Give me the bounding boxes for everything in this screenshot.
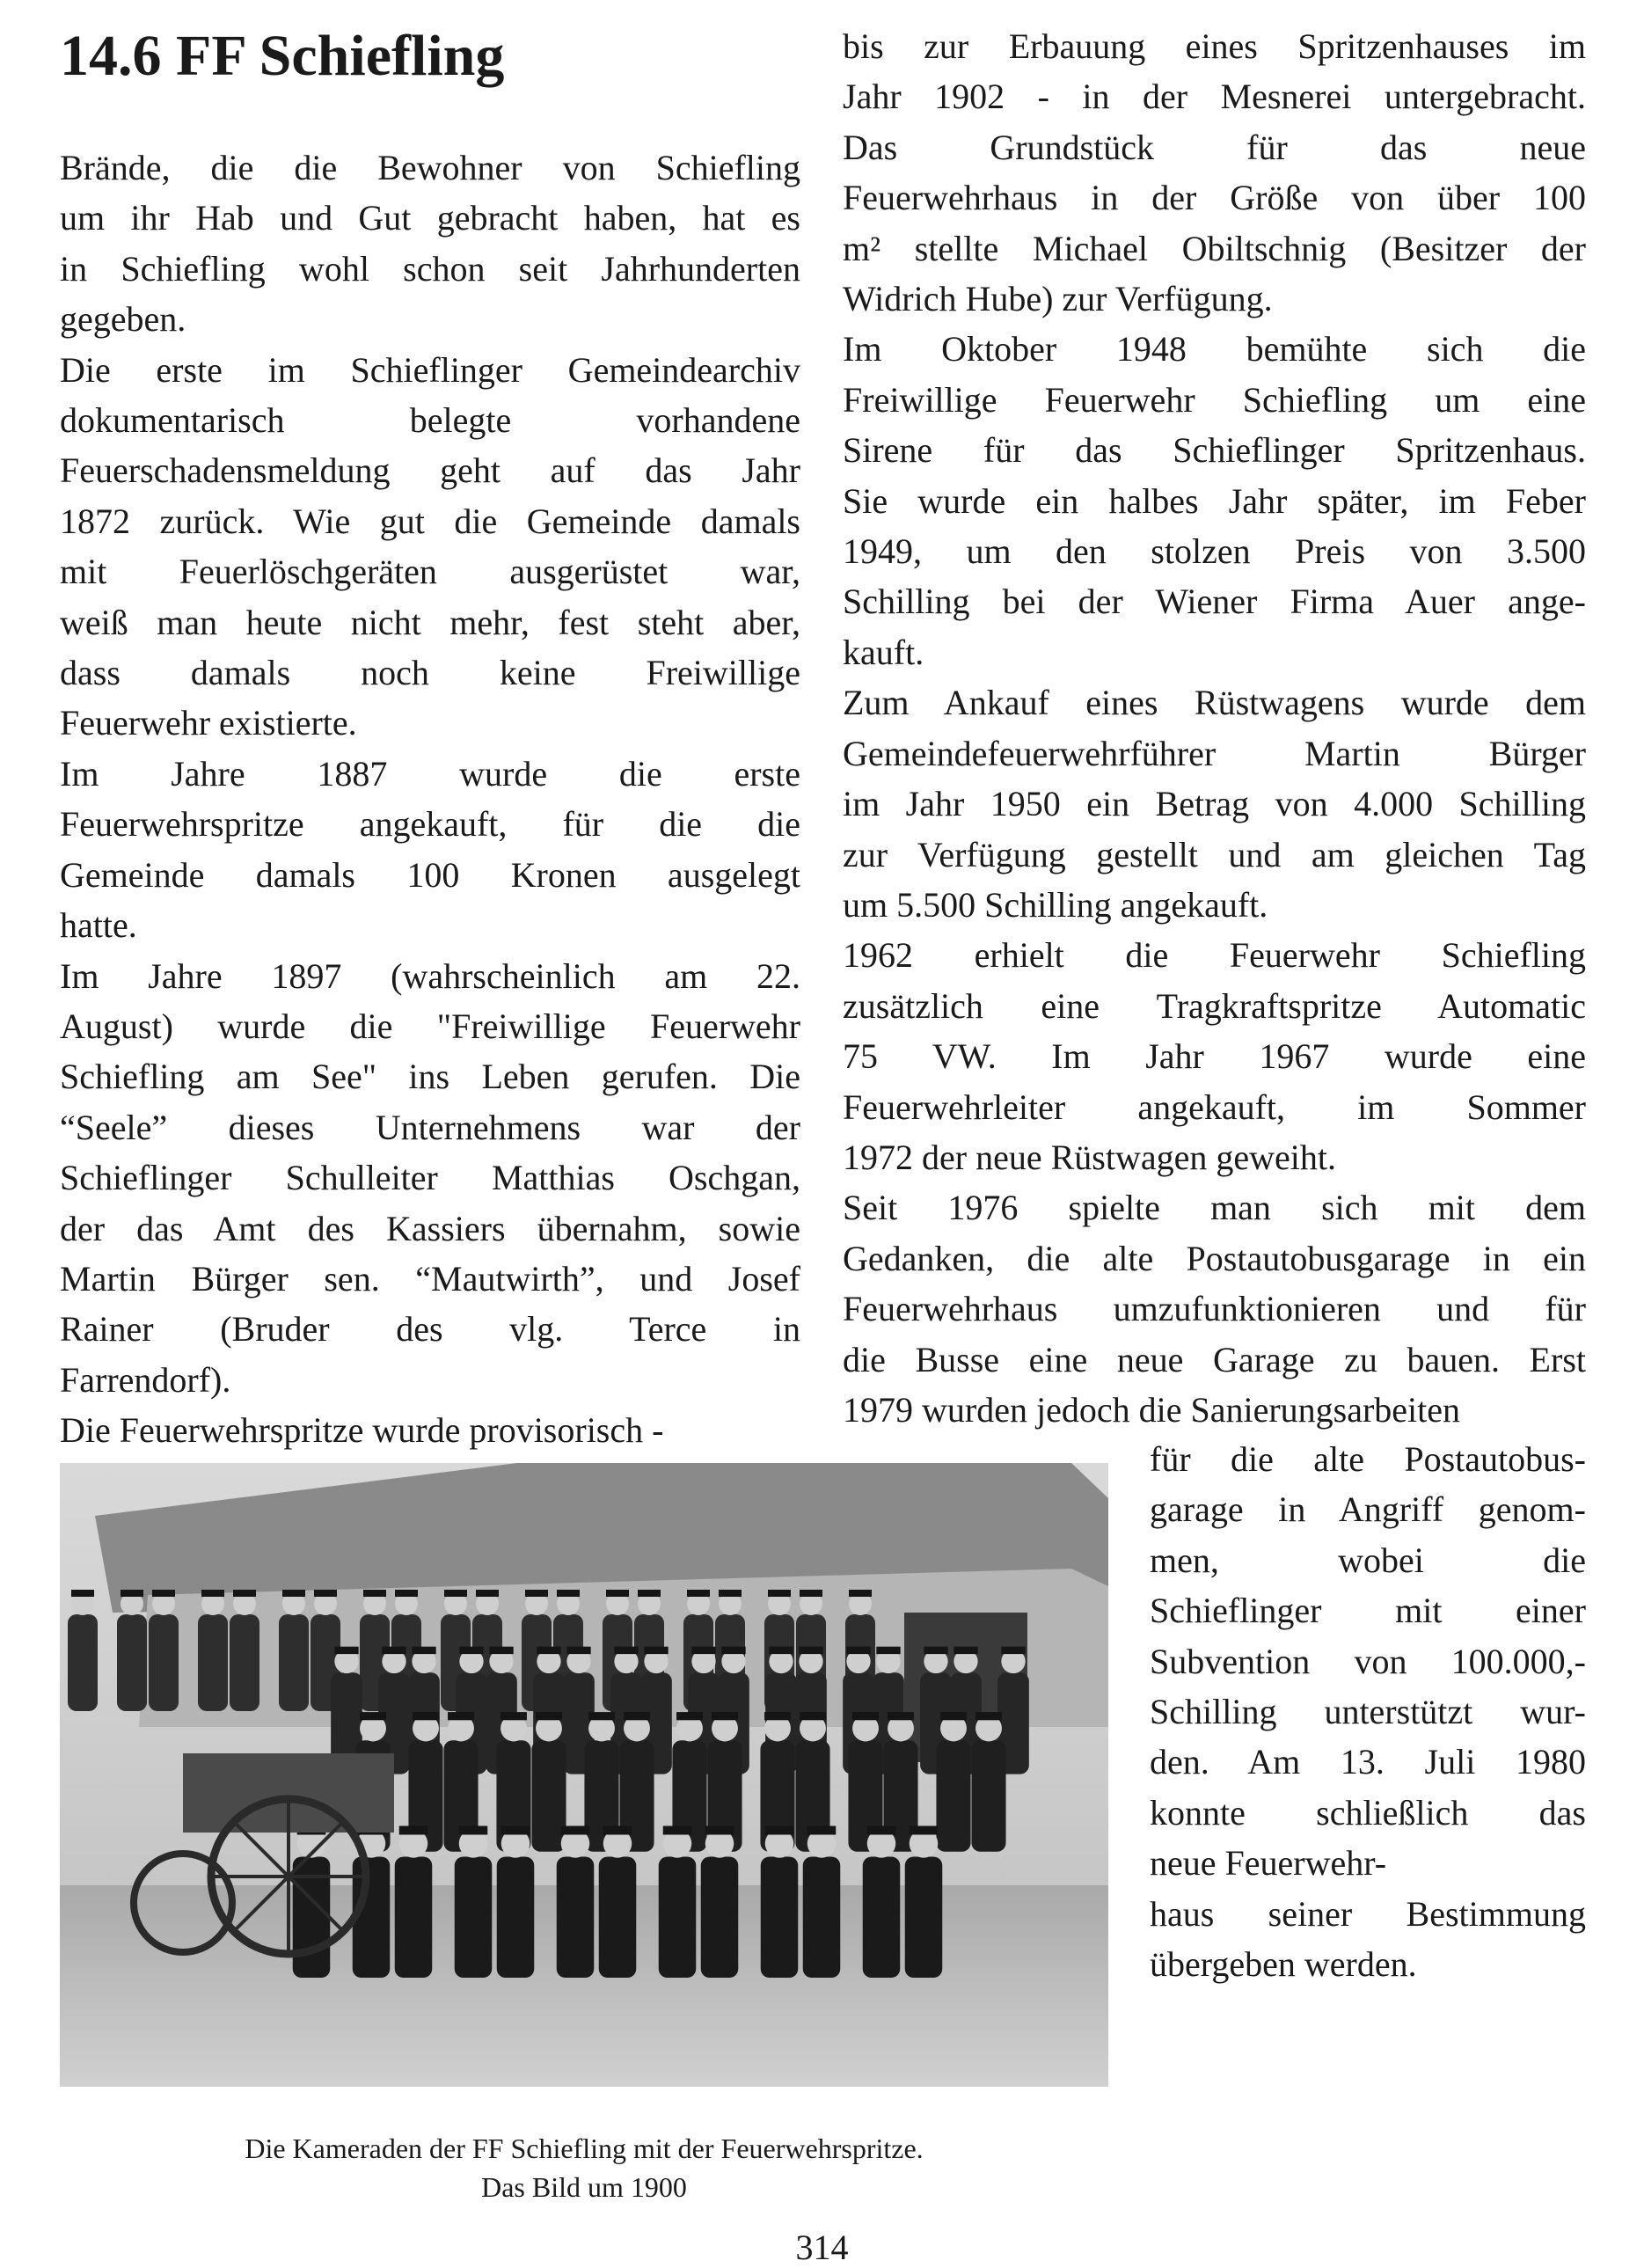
person-cap — [614, 1647, 638, 1654]
person-cap — [606, 1590, 629, 1597]
person-cap — [954, 1647, 977, 1654]
text-line: haus seiner Bestimmung — [1150, 1893, 1586, 1934]
person-cap — [603, 1826, 632, 1835]
text-line: August) wurde die "Freiwillige Feuerwehr — [60, 1006, 800, 1046]
text-line: Subvention von 100.000,- — [1150, 1641, 1586, 1681]
person-body — [557, 1857, 595, 1979]
person-body — [149, 1614, 179, 1711]
person-body — [905, 1857, 943, 1979]
person-cap — [233, 1590, 256, 1597]
person-cap — [588, 1712, 615, 1720]
person-cap — [807, 1826, 837, 1835]
person-cap — [71, 1590, 94, 1597]
text-line: Schieflinger Schulleiter Matthias Oschgan, — [60, 1158, 800, 1198]
person-body — [117, 1614, 147, 1711]
text-line: Das Grundstück für das neue — [843, 127, 1586, 167]
text-line: Feuerwehr existierte. — [60, 703, 357, 743]
text-line: Feuerwehrhaus in der Größe von über 100 — [843, 178, 1586, 218]
person-cap — [152, 1590, 175, 1597]
person-cap — [525, 1590, 548, 1597]
person-body — [659, 1857, 697, 1979]
text-line: hatte. — [60, 905, 137, 946]
person-cap — [448, 1712, 474, 1720]
person-body — [198, 1614, 228, 1711]
caption-line: Die Kameraden der FF Schiefling mit der Feuerwehrspritze. — [245, 2133, 924, 2164]
person-cap — [663, 1826, 692, 1835]
text-line: Gemeinde damals 100 Kronen ausgelegt — [60, 854, 800, 895]
text-line: Gedanken, die alte Postautobusgarage in ein — [843, 1238, 1586, 1278]
page-number: 314 — [795, 2228, 849, 2267]
person-body — [936, 1740, 970, 1852]
text-line: Schilling unterstützt wur- — [1150, 1692, 1586, 1732]
person-cap — [382, 1647, 406, 1654]
person-cap — [624, 1712, 650, 1720]
text-line: Sirene für das Schieflinger Spritzenhaus. — [843, 430, 1586, 471]
text-line: mit Feuerlöschgeräten ausgerüstet war, — [60, 552, 800, 592]
person-body — [455, 1857, 493, 1979]
person-cap — [334, 1647, 358, 1654]
person-body — [863, 1857, 901, 1979]
person-body — [701, 1857, 739, 1979]
person-body — [230, 1614, 259, 1711]
text-line: 1872 zurück. Wie gut die Gemeinde damals — [60, 501, 800, 541]
person-cap — [444, 1590, 467, 1597]
text-line: “Seele” dieses Unternehmens war der — [60, 1107, 800, 1147]
person-cap — [412, 1647, 435, 1654]
caption-line: Das Bild um 1900 — [481, 2171, 687, 2203]
text-line: 1979 wurden jedoch die Sanierungsarbeiten — [843, 1389, 1461, 1430]
text-line: Farrendorf). — [60, 1359, 231, 1400]
text-line: 1949, um den stolzen Preis von 3.500 — [843, 531, 1586, 572]
person-cap — [691, 1647, 715, 1654]
person-cap — [314, 1590, 337, 1597]
text-line: 1962 erhielt die Feuerwehr Schiefling — [843, 935, 1586, 976]
person-body — [497, 1857, 535, 1979]
text-line: Gemeindefeuerwehrführer Martin Bürger — [843, 733, 1586, 773]
text-line: Brände, die die Bewohner von Schiefling — [60, 148, 800, 187]
text-line: Feuerwehrleiter angekauft, im Sommer — [843, 1086, 1586, 1127]
person-cap — [1001, 1647, 1025, 1654]
text-line: um 5.500 Schilling angekauft. — [843, 884, 1268, 925]
person-cap — [924, 1647, 947, 1654]
text-line: Martin Bürger sen. “Mautwirth”, und Josef — [60, 1258, 800, 1299]
text-line: um ihr Hab und Gut gebracht haben, hat es — [60, 198, 800, 238]
person-cap — [799, 1647, 822, 1654]
person-cap — [360, 1712, 386, 1720]
person-cap — [800, 1590, 822, 1597]
text-line: Jahr 1902 - in der Mesnerei untergebracht. — [843, 77, 1586, 117]
text-line: Freiwillige Feuerwehr Schiefling um eine — [843, 379, 1586, 420]
person-body — [599, 1857, 637, 1979]
text-line: im Jahr 1950 ein Betrag von 4.000 Schilling — [843, 784, 1586, 824]
text-line: m² stellte Michael Obiltschnig (Besitzer der — [843, 228, 1586, 268]
person-cap — [940, 1712, 967, 1720]
person-cap — [769, 1647, 793, 1654]
text-line: Die erste im Schieflinger Gemeindearchiv — [60, 349, 800, 390]
person-cap — [876, 1647, 900, 1654]
text-line: Die Feuerwehrspritze wurde provisorisch - — [60, 1410, 664, 1451]
person-cap — [638, 1590, 661, 1597]
text-line: garage in Angriff genom- — [1150, 1489, 1586, 1530]
person-cap — [476, 1590, 499, 1597]
person-cap — [712, 1712, 738, 1720]
person-cap — [768, 1590, 791, 1597]
person-cap — [975, 1712, 1002, 1720]
text-line: weiß man heute nicht mehr, fest steht aber, — [60, 602, 800, 642]
text-line: Im Jahre 1897 (wahrscheinlich am 22. — [60, 955, 800, 996]
text-line: kauft. — [843, 632, 924, 672]
text-line: übergeben werden. — [1150, 1944, 1417, 1985]
photo-illustration — [60, 1463, 1108, 2087]
text-line: Widrich Hube) zur Verfügung. — [843, 279, 1273, 319]
person-cap — [282, 1590, 305, 1597]
text-line: die Busse eine neue Garage zu bauen. Erst — [843, 1339, 1586, 1379]
person-cap — [800, 1712, 826, 1720]
person-cap — [910, 1826, 939, 1835]
person-cap — [459, 1826, 488, 1835]
text-line: zur Verfügung gestellt und am gleichen Tag — [843, 834, 1586, 874]
person-cap — [644, 1647, 668, 1654]
person-cap — [561, 1826, 590, 1835]
text-line: in Schiefling wohl schon seit Jahrhunderten — [60, 248, 800, 289]
person-cap — [705, 1826, 734, 1835]
text-line: Im Oktober 1948 bemühte sich die — [843, 329, 1586, 369]
person-body — [803, 1857, 841, 1979]
person-cap — [849, 1590, 872, 1597]
right-inset-column — [1150, 1434, 1586, 1989]
text-line: 1972 der neue Rüstwagen geweiht. — [843, 1137, 1336, 1177]
text-line: Zum Ankauf eines Rüstwagens wurde dem — [843, 683, 1586, 723]
person-body — [971, 1740, 1005, 1852]
text-line: Schilling bei der Wiener Firma Auer ange- — [843, 582, 1586, 622]
person-cap — [557, 1590, 580, 1597]
person-body — [68, 1614, 98, 1711]
text-line: Rainer (Bruder des vlg. Terce in — [60, 1309, 800, 1350]
text-line: gegeben. — [60, 299, 186, 340]
person-cap — [395, 1590, 418, 1597]
person-cap — [721, 1647, 745, 1654]
person-cap — [363, 1590, 386, 1597]
person-cap — [687, 1590, 710, 1597]
left-column — [60, 143, 800, 1456]
text-line: 75 VW. Im Jahr 1967 wurde eine — [843, 1036, 1586, 1077]
text-line: neue Feuerwehr- — [1150, 1843, 1387, 1884]
person-cap — [537, 1647, 560, 1654]
person-cap — [399, 1826, 428, 1835]
person-cap — [566, 1647, 590, 1654]
person-cap — [501, 1826, 530, 1835]
person-cap — [501, 1712, 527, 1720]
text-line: men, wobei die — [1150, 1540, 1586, 1580]
person-body — [531, 1740, 566, 1852]
person-cap — [867, 1826, 896, 1835]
text-line: der das Amt des Kassiers übernahm, sowie — [60, 1208, 800, 1248]
text-line: Schieflinger mit einer — [1150, 1591, 1586, 1631]
person-cap — [459, 1647, 483, 1654]
person-cap — [413, 1712, 439, 1720]
text-line: konnte schließlich das — [1150, 1792, 1586, 1833]
text-line: Feuerschadensmeldung geht auf das Jahr — [60, 450, 800, 491]
text-line: zusätzlich eine Tragkraftspritze Automatic — [843, 985, 1586, 1026]
person-cap — [536, 1712, 562, 1720]
text-line: Seit 1976 spielte man sich mit dem — [843, 1188, 1586, 1228]
person-body — [395, 1857, 433, 1979]
person-cap — [764, 1712, 791, 1720]
person-body — [279, 1614, 309, 1711]
person-cap — [201, 1590, 224, 1597]
person-cap — [852, 1712, 879, 1720]
person-cap — [888, 1712, 914, 1720]
text-line: den. Am 13. Juli 1980 — [1150, 1742, 1586, 1782]
person-cap — [846, 1647, 870, 1654]
historic-group-photo — [60, 1463, 1108, 2087]
text-line: dass damals noch keine Freiwillige — [60, 653, 800, 693]
person-cap — [676, 1712, 703, 1720]
person-cap — [765, 1826, 794, 1835]
person-cap — [719, 1590, 742, 1597]
text-line: Sie wurde ein halbes Jahr später, im Feber — [843, 480, 1586, 521]
text-line: bis zur Erbauung eines Spritzenhauses im — [843, 26, 1586, 66]
right-column — [843, 21, 1586, 1435]
person-cap — [489, 1647, 513, 1654]
section-heading: 14.6 FF Schiefling — [60, 24, 505, 88]
person-body — [761, 1857, 799, 1979]
text-line: Feuerwehrspritze angekauft, für die die — [60, 804, 800, 845]
text-line: Im Jahre 1887 wurde die erste — [60, 753, 800, 794]
text-line: Schiefling am See" ins Leben gerufen. Die — [60, 1057, 800, 1097]
photo-caption — [60, 2129, 1108, 2206]
text-line: für die alte Postautobus- — [1150, 1439, 1586, 1479]
text-line: Feuerwehrhaus umzufunktionieren und für — [843, 1289, 1586, 1329]
person-cap — [121, 1590, 143, 1597]
text-line: dokumentarisch belegte vorhandene — [60, 400, 800, 441]
